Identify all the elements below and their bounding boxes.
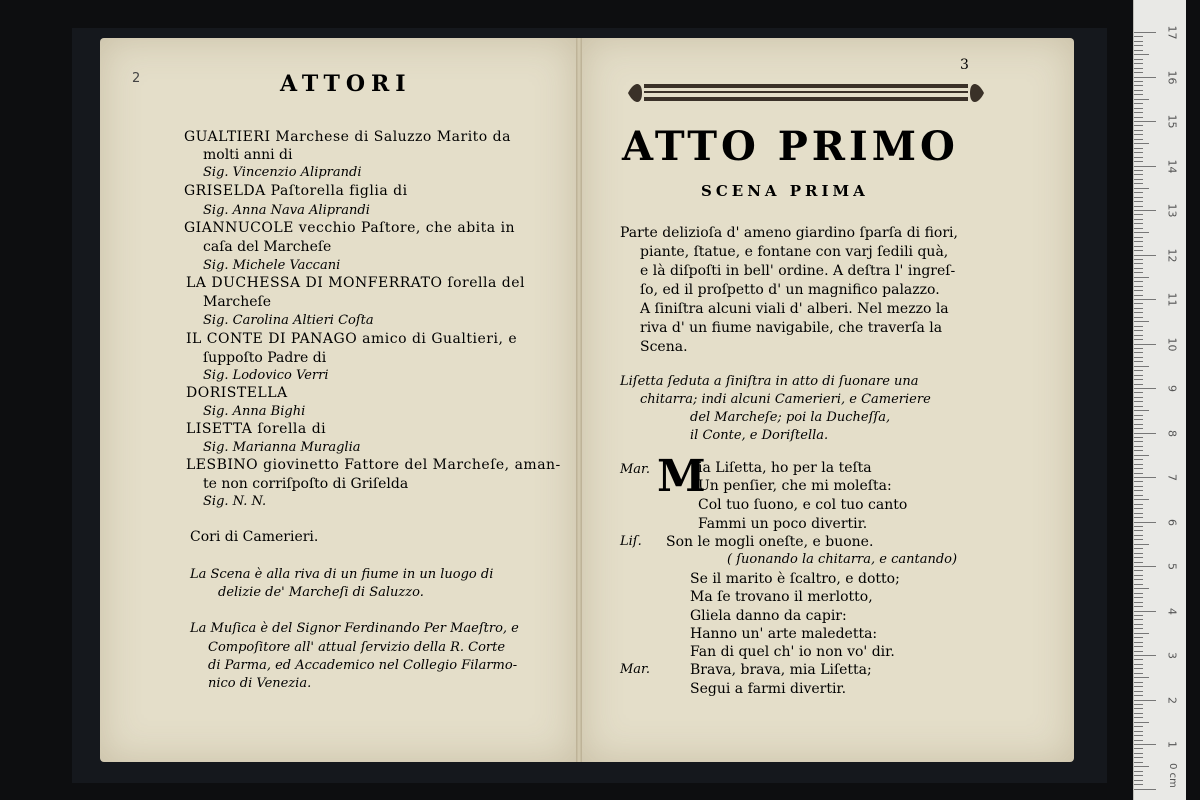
cast-line: DORISTELLA bbox=[186, 385, 288, 401]
ruler-number: 12 bbox=[1165, 248, 1179, 262]
ruler-tick bbox=[1134, 548, 1143, 549]
ruler-tick bbox=[1134, 183, 1143, 184]
ruler-tick bbox=[1134, 143, 1149, 144]
ruler-tick bbox=[1134, 170, 1143, 171]
speaker-label-mar: Mar. bbox=[620, 662, 650, 677]
ruler-tick bbox=[1134, 513, 1143, 514]
ruler-tick bbox=[1134, 90, 1143, 91]
ruler-tick bbox=[1134, 473, 1143, 474]
ruler-tick bbox=[1134, 651, 1143, 652]
ruler-tick bbox=[1134, 348, 1143, 349]
ruler-number: 13 bbox=[1165, 203, 1179, 218]
ruler-tick bbox=[1134, 312, 1143, 313]
stage-direction-line: Scena. bbox=[640, 339, 688, 355]
verse-line: Segui a farmi divertir. bbox=[690, 681, 847, 697]
drop-cap: M bbox=[657, 451, 706, 502]
ruler-tick bbox=[1134, 691, 1143, 692]
ruler-tick bbox=[1134, 308, 1143, 309]
ruler-tick bbox=[1134, 410, 1149, 411]
ruler-tick bbox=[1134, 633, 1149, 634]
ruler-tick bbox=[1134, 637, 1143, 638]
ruler-tick bbox=[1134, 241, 1143, 242]
ruler-tick bbox=[1134, 557, 1143, 558]
ruler-tick bbox=[1134, 762, 1143, 763]
ruler-tick bbox=[1134, 117, 1143, 118]
ruler-tick bbox=[1134, 148, 1143, 149]
ruler-tick bbox=[1134, 81, 1143, 82]
ruler-number: 6 bbox=[1165, 518, 1179, 526]
ruler-number: 17 bbox=[1165, 25, 1179, 40]
ruler-tick bbox=[1134, 295, 1143, 296]
ruler-tick bbox=[1134, 566, 1156, 567]
ruler-tick bbox=[1134, 352, 1143, 353]
ruler-number: 16 bbox=[1165, 70, 1179, 84]
ruler-tick bbox=[1134, 197, 1143, 198]
ruler-tick bbox=[1134, 237, 1143, 238]
ruler-tick bbox=[1134, 579, 1143, 580]
ruler-tick bbox=[1134, 459, 1143, 460]
ruler-tick bbox=[1134, 468, 1143, 469]
ruler-tick bbox=[1134, 731, 1143, 732]
ruler-tick bbox=[1134, 682, 1143, 683]
ruler-tick bbox=[1134, 584, 1143, 585]
ruler-tick bbox=[1134, 255, 1156, 256]
music-note-line: di Parma, ed Accademico nel Collegio Filarmo- bbox=[208, 658, 518, 673]
ruler-tick bbox=[1134, 375, 1143, 376]
ruler-tick bbox=[1134, 481, 1143, 482]
ruler-tick bbox=[1134, 508, 1143, 509]
ruler-tick bbox=[1134, 441, 1143, 442]
scene-note-line: La Scena è alla riva di un fiume in un luogo di bbox=[190, 567, 494, 582]
ruler-tick bbox=[1134, 539, 1143, 540]
ruler-tick bbox=[1134, 77, 1156, 78]
ruler-tick bbox=[1134, 415, 1143, 416]
stage-direction-line: A ſiniſtra alcuni viali d' alberi. Nel mezzo la bbox=[640, 301, 949, 317]
ruler-tick bbox=[1134, 570, 1143, 571]
ruler-tick bbox=[1134, 108, 1143, 109]
ruler-tick bbox=[1134, 789, 1156, 790]
ruler-tick bbox=[1134, 780, 1143, 781]
ruler-tick bbox=[1134, 112, 1143, 113]
ruler-tick bbox=[1134, 214, 1143, 215]
ruler-tick bbox=[1134, 50, 1143, 51]
ruler-tick bbox=[1134, 419, 1143, 420]
ruler-tick bbox=[1134, 317, 1143, 318]
ruler-tick bbox=[1134, 437, 1143, 438]
ruler-tick bbox=[1134, 726, 1143, 727]
stage-direction-line: piante, ſtatue, e fontane con varj ſedili quà, bbox=[640, 244, 949, 260]
ruler-tick bbox=[1134, 85, 1143, 86]
ruler-tick bbox=[1134, 250, 1143, 251]
ruler-tick bbox=[1134, 624, 1143, 625]
ruler-tick bbox=[1134, 522, 1156, 523]
speaker-label-mar: Mar. bbox=[620, 462, 650, 477]
ruler-tick bbox=[1134, 611, 1156, 612]
ruler-tick bbox=[1134, 210, 1156, 211]
ruler-tick bbox=[1134, 446, 1143, 447]
verse-line: Ma ſe trovano il merlotto, bbox=[690, 589, 873, 605]
ruler-tick bbox=[1134, 677, 1149, 678]
ruler-tick bbox=[1134, 606, 1143, 607]
ruler-tick bbox=[1134, 628, 1143, 629]
ruler-tick bbox=[1134, 379, 1143, 380]
ruler-number: 10 bbox=[1165, 337, 1179, 351]
ruler-tick bbox=[1134, 263, 1143, 264]
music-note-line: nico di Venezia. bbox=[208, 676, 312, 691]
ruler-tick bbox=[1134, 188, 1149, 189]
ruler-tick bbox=[1134, 286, 1143, 287]
cast-line: IL CONTE DI PANAGO amico di Gualtieri, e bbox=[186, 331, 518, 347]
ruler-tick bbox=[1134, 713, 1143, 714]
ruler-number: 15 bbox=[1165, 114, 1179, 129]
ruler-tick bbox=[1134, 357, 1143, 358]
ruler-tick bbox=[1134, 646, 1143, 647]
ruler-number: 14 bbox=[1165, 159, 1179, 173]
ruler-number: 7 bbox=[1165, 474, 1179, 481]
ruler-tick bbox=[1134, 68, 1143, 69]
singer-line: Sig. Anna Bighi bbox=[203, 404, 306, 419]
cast-line: LESBINO giovinetto Fattore del Marcheſe, aman- bbox=[186, 457, 561, 473]
ruler-tick bbox=[1134, 326, 1143, 327]
ruler-tick bbox=[1134, 321, 1149, 322]
cast-line: caſa del Marcheſe bbox=[203, 239, 332, 255]
ruler-tick bbox=[1134, 504, 1143, 505]
ruler-tick bbox=[1134, 544, 1149, 545]
ruler-tick bbox=[1134, 615, 1143, 616]
ruler-tick bbox=[1134, 388, 1156, 389]
verse-line: Hanno un' arte maledetta: bbox=[690, 626, 878, 642]
handwritten-page-mark: 2 bbox=[132, 71, 141, 86]
ruler-tick bbox=[1134, 223, 1143, 224]
ruler-tick bbox=[1134, 486, 1143, 487]
page-number: 3 bbox=[960, 57, 969, 73]
ruler-tick bbox=[1134, 299, 1156, 300]
ruler-tick bbox=[1134, 303, 1143, 304]
ruler-tick bbox=[1134, 668, 1143, 669]
ruler-tick bbox=[1134, 477, 1156, 478]
ruler-tick bbox=[1134, 339, 1143, 340]
ruler-tick bbox=[1134, 36, 1143, 37]
ruler-tick bbox=[1134, 450, 1143, 451]
ruler-tick bbox=[1134, 775, 1143, 776]
singer-line: Sig. Marianna Muraglia bbox=[203, 440, 361, 455]
ruler-number: 5 bbox=[1165, 563, 1179, 570]
ruler-tick bbox=[1134, 45, 1143, 46]
ruler-tick bbox=[1134, 166, 1156, 167]
ruler-tick bbox=[1134, 530, 1143, 531]
ruler-number: 11 bbox=[1165, 292, 1179, 307]
ruler-number: 2 bbox=[1165, 696, 1179, 704]
cast-line: LA DUCHESSA DI MONFERRATO ſorella del bbox=[186, 275, 525, 291]
cast-line: ſuppoſto Padre di bbox=[203, 350, 327, 366]
music-note-line: La Muſica è del Signor Ferdinando Per Maeſtro, e bbox=[190, 621, 519, 636]
character-direction-line: il Conte, e Doriſtella. bbox=[690, 428, 829, 443]
singer-line: Sig. Michele Vaccani bbox=[203, 258, 341, 273]
singer-line: Sig. Carolina Altieri Coſta bbox=[203, 313, 374, 328]
ruler-tick bbox=[1134, 619, 1143, 620]
ruler-tick bbox=[1134, 673, 1143, 674]
ruler-number: 8 bbox=[1165, 429, 1179, 437]
ruler-tick bbox=[1134, 54, 1149, 55]
ruler-tick bbox=[1134, 41, 1143, 42]
ruler-number: 3 bbox=[1165, 652, 1179, 659]
ruler-tick bbox=[1134, 455, 1149, 456]
ruler-tick bbox=[1134, 397, 1143, 398]
ruler-tick bbox=[1134, 130, 1143, 131]
ruler-tick bbox=[1134, 161, 1143, 162]
ruler-tick bbox=[1134, 281, 1143, 282]
cast-line: te non corriſpoſto di Griſelda bbox=[203, 476, 409, 492]
ruler-tick bbox=[1134, 206, 1143, 207]
verse-line: Col tuo ſuono, e col tuo canto bbox=[698, 497, 908, 513]
verse-line: Se il marito è ſcaltro, e dotto; bbox=[690, 571, 900, 587]
ruler-tick bbox=[1134, 335, 1143, 336]
singer-line: Sig. N. N. bbox=[203, 494, 267, 509]
ruler-tick bbox=[1134, 771, 1143, 772]
ruler-tick bbox=[1134, 593, 1143, 594]
ruler-tick bbox=[1134, 277, 1149, 278]
stage-direction-line: e là diſpoſti in bell' ordine. A deſtra l' ingreſ- bbox=[640, 263, 956, 279]
character-direction-line: Liſetta ſeduta a ſiniſtra in atto di ſuonare una bbox=[620, 374, 919, 389]
ruler-tick bbox=[1134, 744, 1156, 745]
stage-direction-line: riva d' un fiume navigabile, che traverſa la bbox=[640, 320, 943, 336]
ruler-tick bbox=[1134, 753, 1143, 754]
ruler-tick bbox=[1134, 219, 1143, 220]
verse-line: ia Liſetta, ho per la teſta bbox=[698, 460, 872, 476]
ruler-tick bbox=[1134, 268, 1143, 269]
ruler-number: 9 bbox=[1165, 385, 1179, 392]
cast-line: GUALTIERI Marchese di Saluzzo Marito da bbox=[184, 129, 511, 145]
ruler-tick bbox=[1134, 406, 1143, 407]
ruler-tick bbox=[1134, 597, 1143, 598]
ruler-tick bbox=[1134, 704, 1143, 705]
ruler-tick bbox=[1134, 192, 1143, 193]
character-direction-line: del Marcheſe; poi la Ducheſſa, bbox=[690, 410, 891, 425]
verse-line: Fan di quel ch' io non vo' dir. bbox=[690, 644, 895, 660]
ruler-tick bbox=[1134, 735, 1143, 736]
ruler-tick bbox=[1134, 757, 1143, 758]
act-title: ATTO PRIMO bbox=[622, 123, 959, 170]
cast-line: Marcheſe bbox=[203, 294, 271, 310]
ruler-tick bbox=[1134, 686, 1143, 687]
ruler-tick bbox=[1134, 784, 1143, 785]
verse-line: Son le mogli oneſte, e buone. bbox=[666, 534, 874, 550]
ruler-tick bbox=[1134, 384, 1143, 385]
ruler-tick bbox=[1134, 464, 1143, 465]
ruler-tick bbox=[1134, 94, 1143, 95]
ruler-tick bbox=[1134, 174, 1143, 175]
measurement-ruler bbox=[1133, 0, 1186, 800]
ruler-tick bbox=[1134, 72, 1143, 73]
ruler-tick bbox=[1134, 428, 1143, 429]
ruler-tick bbox=[1134, 121, 1156, 122]
ruler-tick bbox=[1134, 246, 1143, 247]
ruler-tick bbox=[1134, 290, 1143, 291]
singer-line: Sig. Lodovico Verri bbox=[203, 368, 329, 383]
ruler-tick bbox=[1134, 228, 1143, 229]
cast-line: molti anni di bbox=[203, 147, 293, 163]
stage-aside: ( ſuonando la chitarra, e cantando) bbox=[727, 552, 958, 567]
verse-line: Gliela danno da capir: bbox=[690, 608, 847, 624]
ornamental-rule bbox=[626, 79, 986, 107]
cast-line: GRISELDA Paſtorella figlia di bbox=[184, 183, 408, 199]
ruler-tick bbox=[1134, 344, 1156, 345]
ruler-tick bbox=[1134, 499, 1149, 500]
ruler-tick bbox=[1134, 32, 1156, 33]
ruler-tick bbox=[1134, 366, 1149, 367]
ruler-tick bbox=[1134, 433, 1156, 434]
ruler-tick bbox=[1134, 740, 1143, 741]
ruler-tick bbox=[1134, 655, 1156, 656]
ruler-tick bbox=[1134, 330, 1143, 331]
ruler-tick bbox=[1134, 401, 1143, 402]
ruler-tick bbox=[1134, 490, 1143, 491]
ruler-tick bbox=[1134, 370, 1143, 371]
speaker-label-lis: Liſ. bbox=[620, 534, 642, 549]
cast-heading: ATTORI bbox=[280, 71, 412, 97]
character-direction-line: chitarra; indi alcuni Camerieri, e Cameriere bbox=[640, 392, 931, 407]
ruler-tick bbox=[1134, 152, 1143, 153]
ruler-tick bbox=[1134, 659, 1143, 660]
ruler-tick bbox=[1134, 517, 1143, 518]
ruler-tick bbox=[1134, 134, 1143, 135]
ruler-tick bbox=[1134, 535, 1143, 536]
verse-line: Brava, brava, mia Liſetta; bbox=[690, 662, 872, 678]
ruler-tick bbox=[1134, 179, 1143, 180]
ruler-tick bbox=[1134, 717, 1143, 718]
ruler-tick bbox=[1134, 602, 1143, 603]
ruler-tick bbox=[1134, 748, 1143, 749]
ruler-number: 4 bbox=[1165, 607, 1179, 615]
ruler-tick bbox=[1134, 99, 1149, 100]
ruler-tick bbox=[1134, 708, 1143, 709]
verse-line: Un penſier, che mi moleſta: bbox=[698, 478, 892, 494]
ruler-tick bbox=[1134, 642, 1143, 643]
ruler-tick bbox=[1134, 272, 1143, 273]
ruler-tick bbox=[1134, 63, 1143, 64]
stage-direction-line: Parte delizioſa d' ameno giardino ſparſa di fiori, bbox=[620, 225, 958, 241]
ruler-tick bbox=[1134, 664, 1143, 665]
ruler-number: 1 bbox=[1165, 741, 1179, 748]
ruler-tick bbox=[1134, 588, 1149, 589]
singer-line: Sig. Anna Nava Aliprandi bbox=[203, 203, 370, 218]
ruler-tick bbox=[1134, 695, 1143, 696]
verse-line: Fammi un poco divertir. bbox=[698, 516, 868, 532]
ruler-tick bbox=[1134, 553, 1143, 554]
ruler-tick bbox=[1134, 562, 1143, 563]
ruler-tick bbox=[1134, 125, 1143, 126]
ruler-tick bbox=[1134, 157, 1143, 158]
ruler-tick bbox=[1134, 232, 1149, 233]
ruler-tick bbox=[1134, 59, 1143, 60]
scene-heading: SCENA PRIMA bbox=[701, 182, 869, 200]
stage-direction-line: ſo, ed il proſpetto d' un magnifico palazzo. bbox=[640, 282, 940, 298]
cast-line: LISETTA ſorella di bbox=[186, 421, 327, 437]
ruler-tick bbox=[1134, 259, 1143, 260]
ruler-tick bbox=[1134, 424, 1143, 425]
chorus-line: Cori di Camerieri. bbox=[190, 529, 319, 545]
ruler-tick bbox=[1134, 526, 1143, 527]
ruler-unit: 0 cm bbox=[1166, 763, 1178, 788]
ruler-tick bbox=[1134, 575, 1143, 576]
ruler-tick bbox=[1134, 766, 1149, 767]
ruler-tick bbox=[1134, 361, 1143, 362]
ruler-tick bbox=[1134, 495, 1143, 496]
scene-note-line: delizie de' Marcheſi di Saluzzo. bbox=[218, 585, 424, 600]
singer-line: Sig. Vincenzio Aliprandi bbox=[203, 165, 362, 180]
music-note-line: Compoſitore all' attual ſervizio della R. Corte bbox=[208, 640, 506, 655]
ruler-tick bbox=[1134, 392, 1143, 393]
ruler-tick bbox=[1134, 139, 1143, 140]
ruler-tick bbox=[1134, 201, 1143, 202]
ruler-tick bbox=[1134, 722, 1149, 723]
cast-line: GIANNUCOLE vecchio Paſtore, che abita in bbox=[184, 220, 516, 236]
ruler-tick bbox=[1134, 103, 1143, 104]
ruler-tick bbox=[1134, 700, 1156, 701]
